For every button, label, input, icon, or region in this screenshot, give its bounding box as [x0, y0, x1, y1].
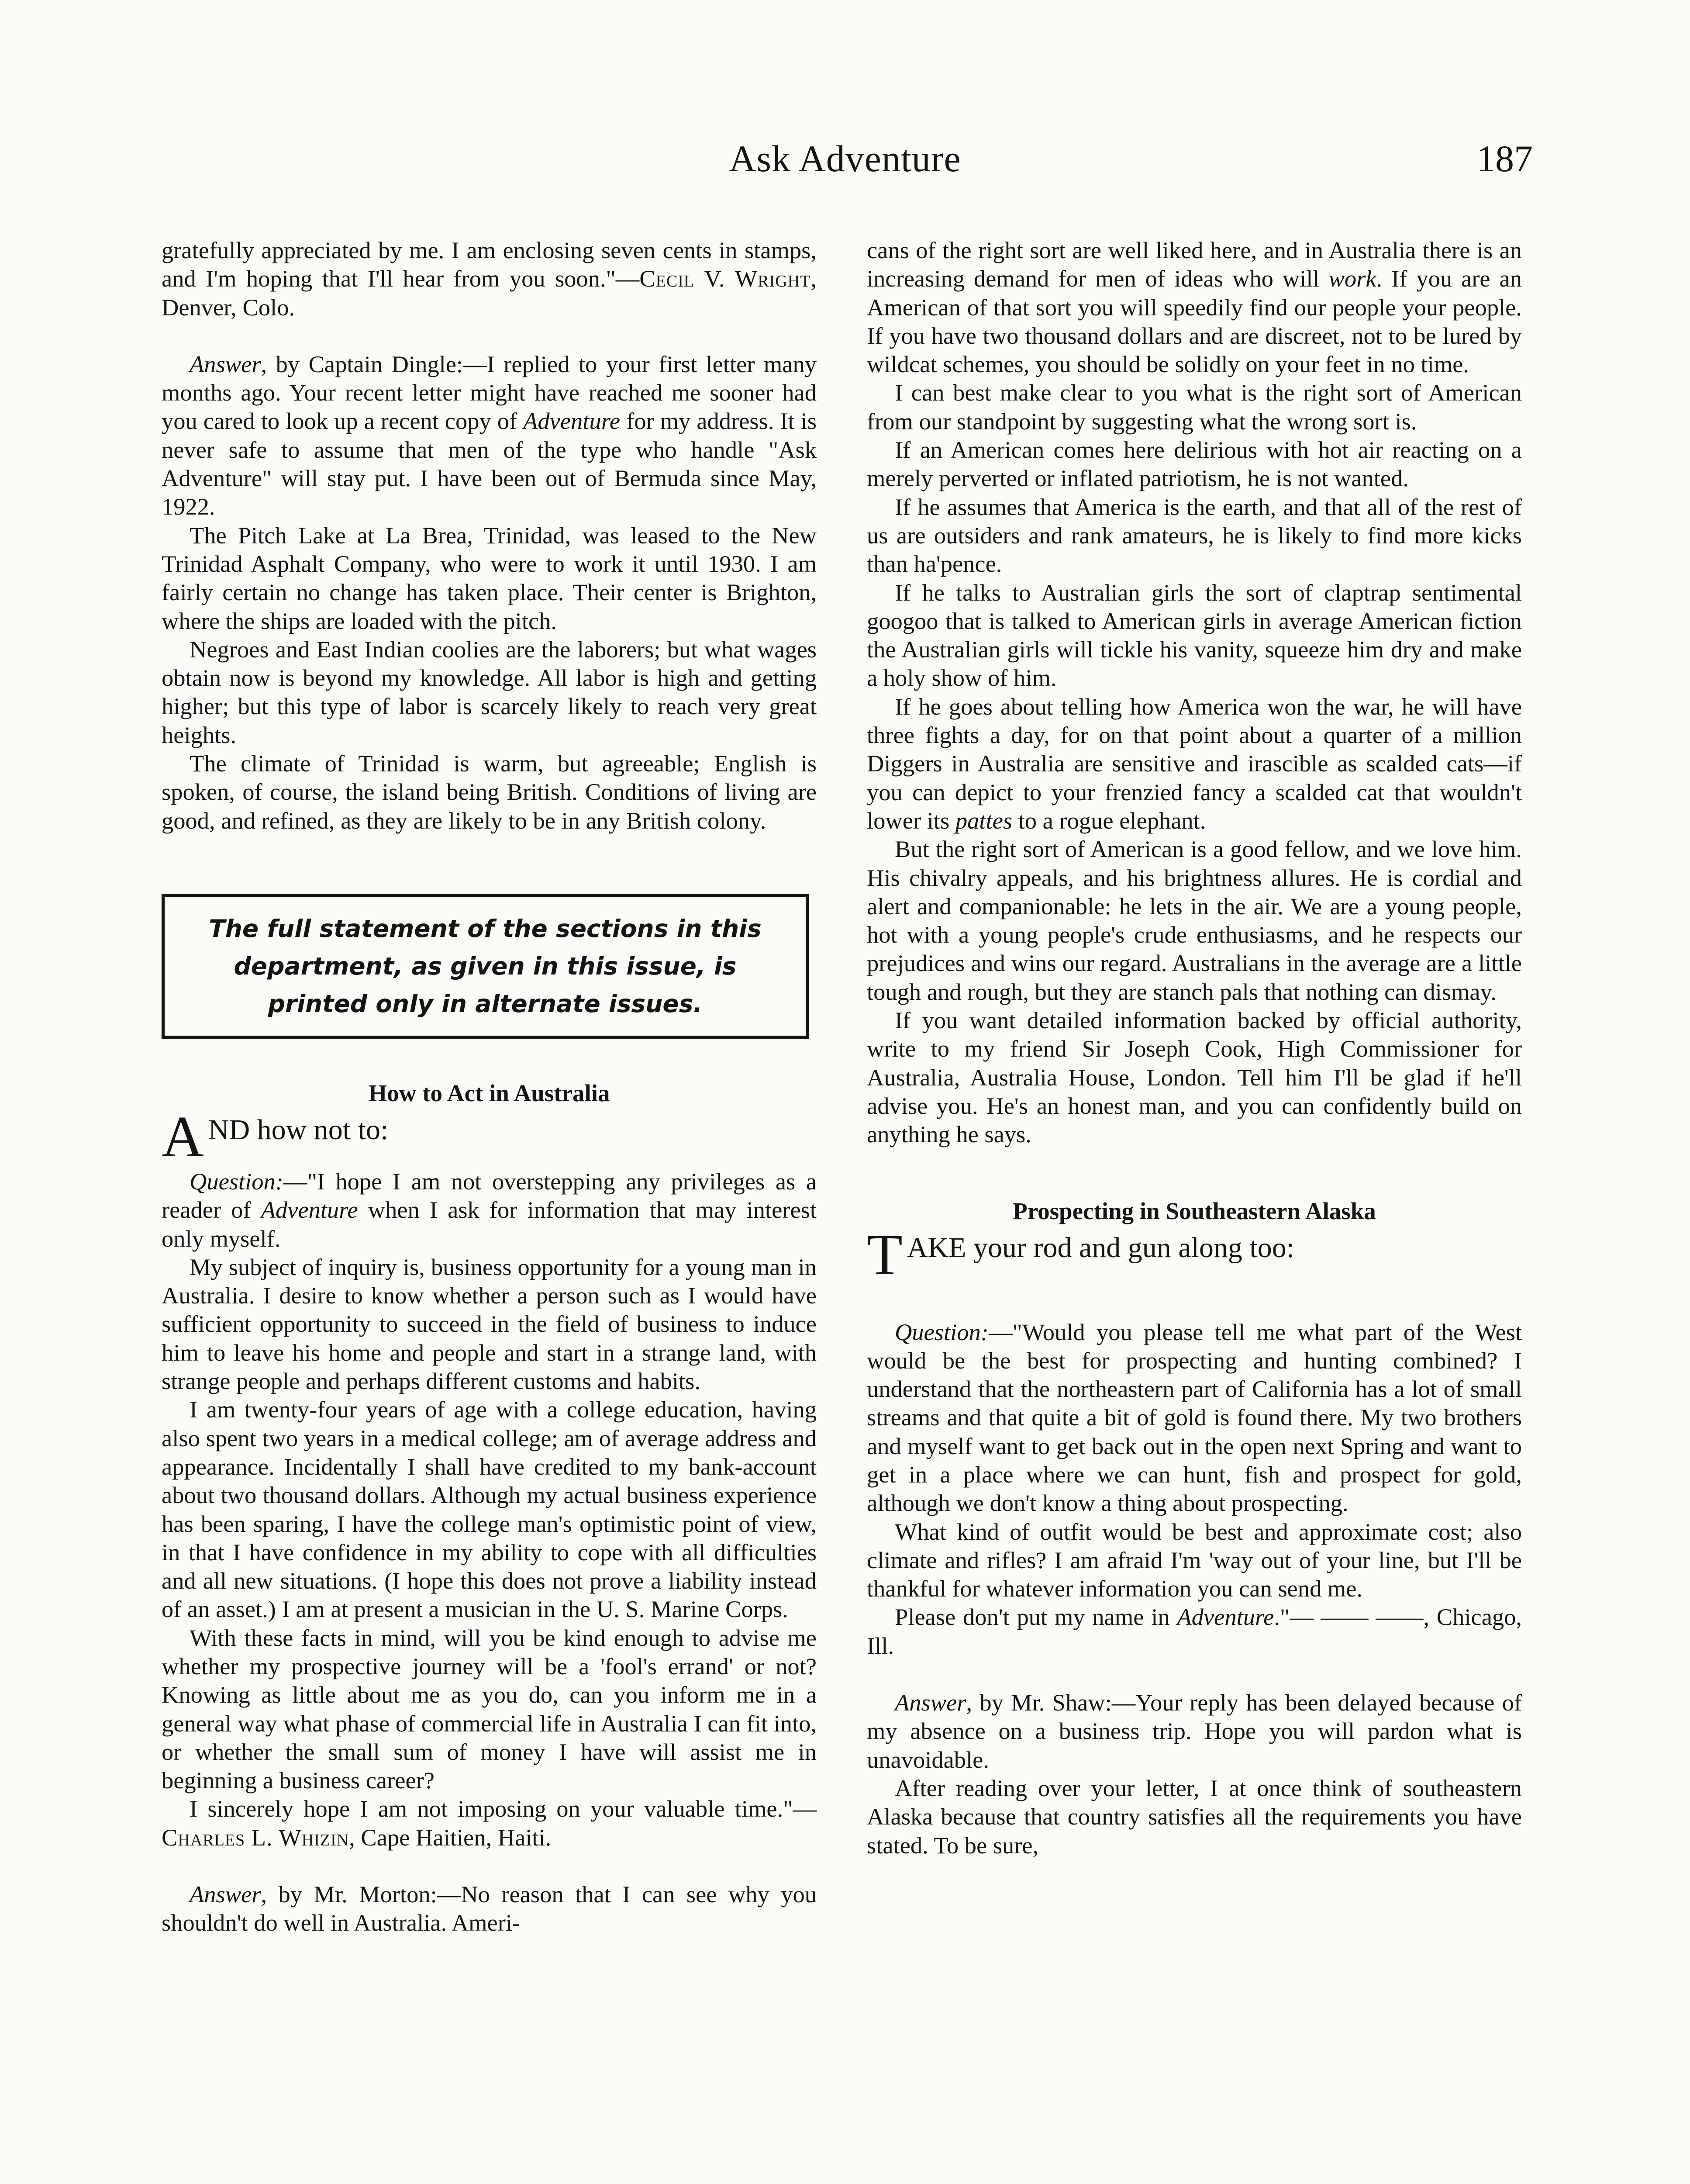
body-paragraph: With these facts in mind, will you be kind enough to advise me whether my prospective journey will be a 'fool's errand' or not? Knowing as little about me as you do, can you inform me in a general way what phase of commercial life in Australia I can fit into, or whether the small sum of money I have will assist me in beginning a business career? [162, 1624, 817, 1794]
body-paragraph: If he goes about telling how America won the war, he will have three fights a day, for on that point about a quarter of a million Diggers in Australia are sensitive and irascible as scalded cats—if you can depict to your frenzied fancy a scalded cat that wouldn't lower its pattes to a rogue elephant. [867, 693, 1522, 834]
body-paragraph: If he assumes that America is the earth, and that all of the rest of us are outsiders and rank amateurs, he is likely to find more kicks than ha'pence. [867, 493, 1522, 577]
running-header-title: Ask Adventure [729, 138, 961, 180]
left-column [162, 236, 817, 1937]
body-paragraph: I am twenty-four years of age with a college education, having also spent two years in a medical college; am of average address and appearance. Incidentally I shall have credited to my bank-account about two thousand dollars. Although my actual business experience has been sparing, I have the college man's optimistic point of view, in that I have confidence in my ability to cope with all difficulties and all new situations. (I hope this does not prove a liability instead of an asset.) I am at present a musician in the U. S. Marine Corps. [162, 1396, 817, 1623]
signature: Cecil V. Wright [639, 265, 811, 292]
body-paragraph: I sincerely hope I am not imposing on your valuable time."—Charles L. Whizin, Cape Haitien, Haiti. [162, 1795, 817, 1851]
body-paragraph: Please don't put my name in Adventure."— —— ——, Chicago, Ill. [867, 1603, 1522, 1659]
body-paragraph: What kind of outfit would be best and approximate cost; also climate and rifles? I am afraid I'm 'way out of your line, but I'll be thankful for whatever information you can send me. [867, 1518, 1522, 1602]
question-paragraph: Question:—"Would you please tell me what part of the West would be the best for prospecting and hunting combined? I understand that the northeastern part of California has a lot of small streams and that quite a bit of gold is found there. My two brothers and myself want to get back out in the open next Spring and want to get in a place where we can hunt, fish and prospect for gold, although we don't know a thing about prospecting. [867, 1318, 1522, 1517]
answer-paragraph: Answer, by Mr. Morton:—No reason that I can see why you shouldn't do well in Australia. Ameri- [162, 1881, 817, 1936]
signature: Charles L. Whizin [162, 1824, 349, 1851]
body-paragraph: If you want detailed information backed by official authority, write to my friend Sir Joseph Cook, High Commissioner for Australia, Australia House, London. Tell him I'll be glad if he'll advise you. He's an honest man, and you can confidently build on anything he says. [867, 1007, 1522, 1148]
right-column [867, 236, 1522, 1859]
body-paragraph: If an American comes here delirious with hot air reacting on a merely perverted or inflated patriotism, he is not wanted. [867, 436, 1522, 492]
section-heading: How to Act in Australia [368, 1079, 610, 1106]
drop-cap: A [162, 1104, 204, 1169]
body-paragraph: I can best make clear to you what is the right sort of American from our standpoint by suggesting what the wrong sort is. [867, 379, 1522, 435]
body-paragraph: The climate of Trinidad is warm, but agreeable; English is spoken, of course, the island being British. Conditions of living are good, and refined, as they are likely to be in any British colony. [162, 750, 817, 834]
answer-paragraph: Answer, by Mr. Shaw:—Your reply has been delayed because of my absence on a business trip. Hope you will pardon what is unavoidable. [867, 1689, 1522, 1773]
sections-notice-box: The full statement of the sections in this department, as given in this issue, is printed only in alternate issues. [162, 894, 809, 1039]
body-paragraph: If he talks to Australian girls the sort of claptrap sentimental googoo that is talked to American girls in average American fiction the Australian girls will tickle his vanity, squeeze him dry and make a holy show of him. [867, 579, 1522, 691]
section-heading: Prospecting in Southeastern Alaska [1013, 1197, 1376, 1224]
body-paragraph: But the right sort of American is a good fellow, and we love him. His chivalry appeals, and his brightness allures. He is cordial and alert and companionable: he lets in the air. We are a young people, hot with a young people's crude enthusiasms, and he respects our prejudices and wins our regard. Australians in the average are a little tough and rough, but they are stanch pals that nothing can dismay. [867, 836, 1522, 1005]
letter-closing-paragraph: gratefully appreciated by me. I am enclosing seven cents in stamps, and I'm hoping that I'll hear from you soon."—Cecil V. Wright, Denver, Colo. [162, 237, 817, 321]
body-paragraph: Negroes and East Indian coolies are the laborers; but what wages obtain now is beyond my knowledge. All labor is high and getting higher; but this type of labor is scarcely likely to reach very great heights. [162, 636, 817, 748]
page-number: 187 [1476, 138, 1533, 180]
body-paragraph: My subject of inquiry is, business opportunity for a young man in Australia. I desire to know whether a person such as I would have sufficient opportunity to succeed in the field of business to induce him to leave his home and people and start in a strange land, with strange people and perhaps different customs and habits. [162, 1253, 817, 1395]
answer-paragraph: Answer, by Captain Dingle:—I replied to your first letter many months ago. Your recent letter might have reached me sooner had you cared to look up a recent copy of Adventure for my address. It is never safe to assume that men of the type who handle "Ask Adventure" will stay put. I have been out of Bermuda since May, 1922. [162, 350, 817, 520]
drop-cap: T [867, 1222, 903, 1287]
body-paragraph: The Pitch Lake at La Brea, Trinidad, was leased to the New Trinidad Asphalt Company, who were to work it until 1930. I am fairly certain no change has taken place. Their center is Brighton, where the ships are loaded with the pitch. [162, 522, 817, 634]
section-lead: T AKE your rod and gun along too: [867, 1222, 1295, 1287]
section-lead: A ND how not to: [162, 1104, 389, 1169]
question-paragraph: Question:—"I hope I am not overstepping any privileges as a reader of Adventure when I ask for information that may interest only myself. [162, 1168, 817, 1252]
body-paragraph: After reading over your letter, I at once think of southeastern Alaska because that country satisfies all the requirements you have stated. To be sure, [867, 1774, 1522, 1859]
body-paragraph: cans of the right sort are well liked here, and in Australia there is an increasing demand for men of ideas who will work. If you are an American of that sort you will speedily find our people your people. If you have two thousand dollars and are discreet, not to be lured by wildcat schemes, you should be solidly on your feet in no time. [867, 237, 1522, 378]
